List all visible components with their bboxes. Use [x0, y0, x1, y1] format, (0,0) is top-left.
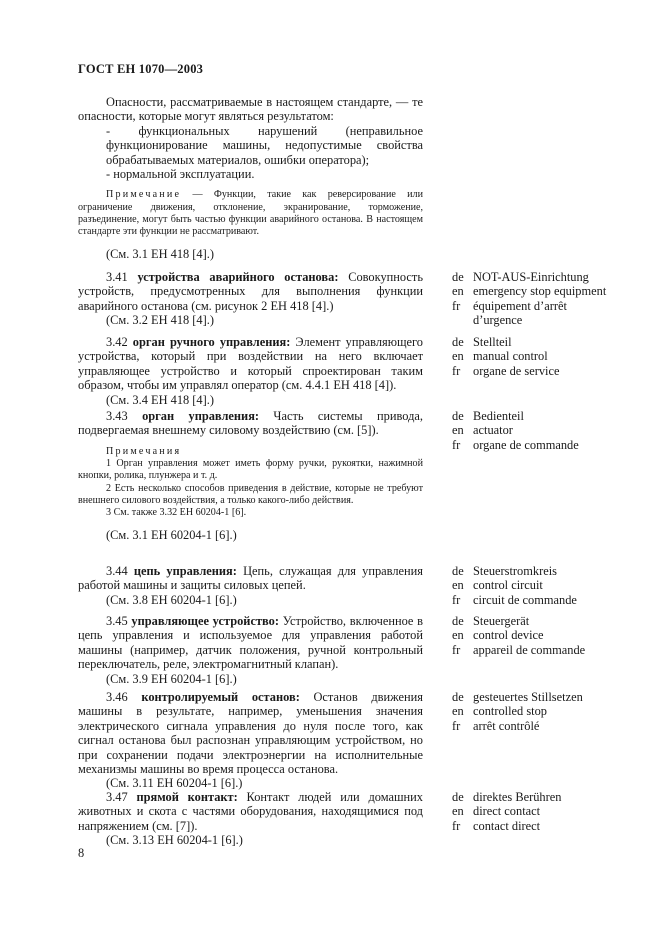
entry-text: Останов движения машины в результате, например, уменьшения значения электрического сигнала управления до нуля после того, как сигнал останова был распознан управляющим устройством, но при сохранении подачи электроэнергии на исполнительные механизмы машины во время процесса останова. [78, 690, 423, 777]
translation-de: direktes Berühren [473, 790, 562, 804]
note-label: Примечание [106, 189, 182, 201]
intro-note [78, 189, 423, 238]
translation-fr: arrêt contrôlé [473, 718, 540, 733]
translations: de gesteuertes Stillsetzen en controlled stop fr arrêt contrôlé [452, 690, 583, 733]
entry-reference: (См. 3.13 ЕН 60204-1 [6].) [106, 833, 243, 848]
entry-text: Совокупность устройств, предусмотренных для выполнения функции аварийного останова (см. рисунок 2 ЕН 418 [4].) [78, 270, 423, 313]
entry-number: 3.42 [106, 335, 128, 349]
intro-reference: (См. 3.1 ЕН 418 [4].) [106, 246, 214, 261]
intro-item: - функциональных нарушений (неправильное функционирование машины, недопустимые свойства обрабатываемых материалов, ошибки оператора); [106, 123, 423, 167]
translation-en: direct contact [473, 804, 541, 819]
intro-block [78, 95, 423, 261]
entry-number: 3.41 [106, 270, 128, 284]
entry-definition [78, 614, 423, 672]
entry-term: контролируемый останов: [141, 690, 300, 704]
entry-note: 2 Есть несколько способов приведения в действие, которые не требуют внешнего силового воздействия, а только какого-либо действия. [78, 482, 423, 506]
entry-reference: (См. 3.9 ЕН 60204-1 [6].) [106, 671, 237, 686]
entry-reference: (См. 3.2 ЕН 418 [4].) [106, 313, 214, 328]
translation-de: gesteuertes Stillsetzen [473, 690, 583, 704]
entry-definition [78, 564, 423, 593]
term-entry [78, 409, 423, 542]
term-entry [78, 790, 423, 848]
translation-de: NOT-AUS-Einrichtung [473, 270, 589, 284]
entry-term: прямой контакт: [136, 790, 238, 804]
entry-number: 3.43 [106, 409, 128, 423]
entry-text: Устройство, включенное в цепь управления и используемое для управления работой машины (например, датчик положения, ручной контрольный переключатель, реле, электромагнитный клапан). [78, 614, 423, 672]
term-entry [78, 335, 423, 407]
page-number: 8 [78, 846, 85, 860]
translation-en: manual control [473, 349, 548, 364]
translations: de Steuergerät en control device fr appareil de commande [452, 614, 586, 657]
translation-en: actuator [473, 423, 513, 438]
document-header: ГОСТ ЕН 1070—2003 [78, 62, 204, 76]
translation-en: emergency stop equipment [473, 284, 607, 299]
entry-text: Элемент управляющего устройства, который при воздействии на него включает управляющее устройство и который спроектирован таким образом, чтобы им управлял оператор (см. 4.4.1 ЕН 418 [4]). [78, 335, 423, 393]
translation-fr: organe de commande [473, 437, 579, 452]
translation-fr: circuit de commande [473, 592, 577, 607]
entry-text: Контакт людей или домашних животных и скота с частями оборудования, находящимися под напряжением (см. [7]). [78, 790, 423, 833]
intro-paragraph: Опасности, рассматриваемые в настоящем стандарте, — те опасности, которые могут являться результатом: [78, 95, 423, 124]
translation-de: Stellteil [473, 335, 512, 349]
term-entry [78, 690, 423, 791]
translation-fr: équipement d’arrêt [473, 298, 567, 313]
entry-note: 1 Орган управления может иметь форму ручки, рукоятки, нажимной кнопки, ролика, плунжера и т. д. [78, 458, 423, 482]
translations: de NOT-AUS-Einrichtung en emergency stop equipment fr équipement d’arrêt d’urgence [452, 270, 652, 328]
note-text: — Функции, такие как реверсирование или ограничение движения, отклонение, экранирование, торможение, разъединение, могут быть частью функции аварийного останова. В настоящем стандарте эти функции не рассматривают. [78, 189, 423, 238]
entry-number: 3.44 [106, 564, 128, 578]
translation-fr-continued: d’urgence [473, 313, 523, 328]
translation-de: Bedienteil [473, 409, 524, 423]
translations: de Bedienteil en actuator fr organe de commande [452, 409, 579, 452]
entry-text: Цепь, служащая для управления работой машины и защиты силовых цепей. [78, 564, 424, 593]
entry-term: цепь управления: [133, 564, 237, 578]
entry-definition [78, 690, 423, 776]
entry-definition [78, 409, 423, 438]
entry-number: 3.46 [106, 690, 128, 704]
entry-note: 3 См. также 3.32 ЕН 60204-1 [6]. [106, 507, 247, 519]
entry-reference: (См. 3.11 ЕН 60204-1 [6].) [106, 776, 243, 791]
entry-number: 3.47 [106, 790, 128, 804]
translation-fr: organe de service [473, 363, 560, 378]
notes-label: Примечания [106, 445, 182, 457]
translation-en: controlled stop [473, 704, 547, 719]
entry-term: орган ручного управления: [132, 335, 291, 349]
entry-term: устройства аварийного останова: [137, 270, 339, 284]
intro-item: - нормальной эксплуатации. [106, 167, 255, 182]
entry-definition [78, 335, 423, 393]
entry-term: управляющее устройство: [131, 614, 279, 628]
term-entry [78, 270, 423, 328]
translations: de direktes Berühren en direct contact fr contact direct [452, 790, 562, 833]
translation-de: Steuergerät [473, 614, 530, 628]
entry-definition [78, 790, 423, 833]
translations: de Stellteil en manual control fr organe de service [452, 335, 560, 378]
entry-text: Часть системы привода, подвергаемая внешнему силовому воздействию (см. [5]). [78, 409, 423, 438]
translations: de Steuerstromkreis en control circuit fr circuit de commande [452, 564, 577, 607]
entry-definition [78, 270, 423, 313]
translation-fr: contact direct [473, 818, 541, 833]
translation-de: Steuerstromkreis [473, 564, 557, 578]
term-entry [78, 614, 423, 686]
entry-reference: (См. 3.8 ЕН 60204-1 [6].) [106, 592, 237, 607]
entry-reference: (См. 3.1 ЕН 60204-1 [6].) [106, 527, 237, 542]
entry-term: орган управления: [142, 409, 260, 423]
translation-en: control device [473, 628, 544, 643]
translation-en: control circuit [473, 578, 543, 593]
entry-reference: (См. 3.4 ЕН 418 [4].) [106, 392, 214, 407]
term-entry [78, 564, 423, 607]
entry-number: 3.45 [106, 614, 128, 628]
translation-fr: appareil de commande [473, 642, 586, 657]
